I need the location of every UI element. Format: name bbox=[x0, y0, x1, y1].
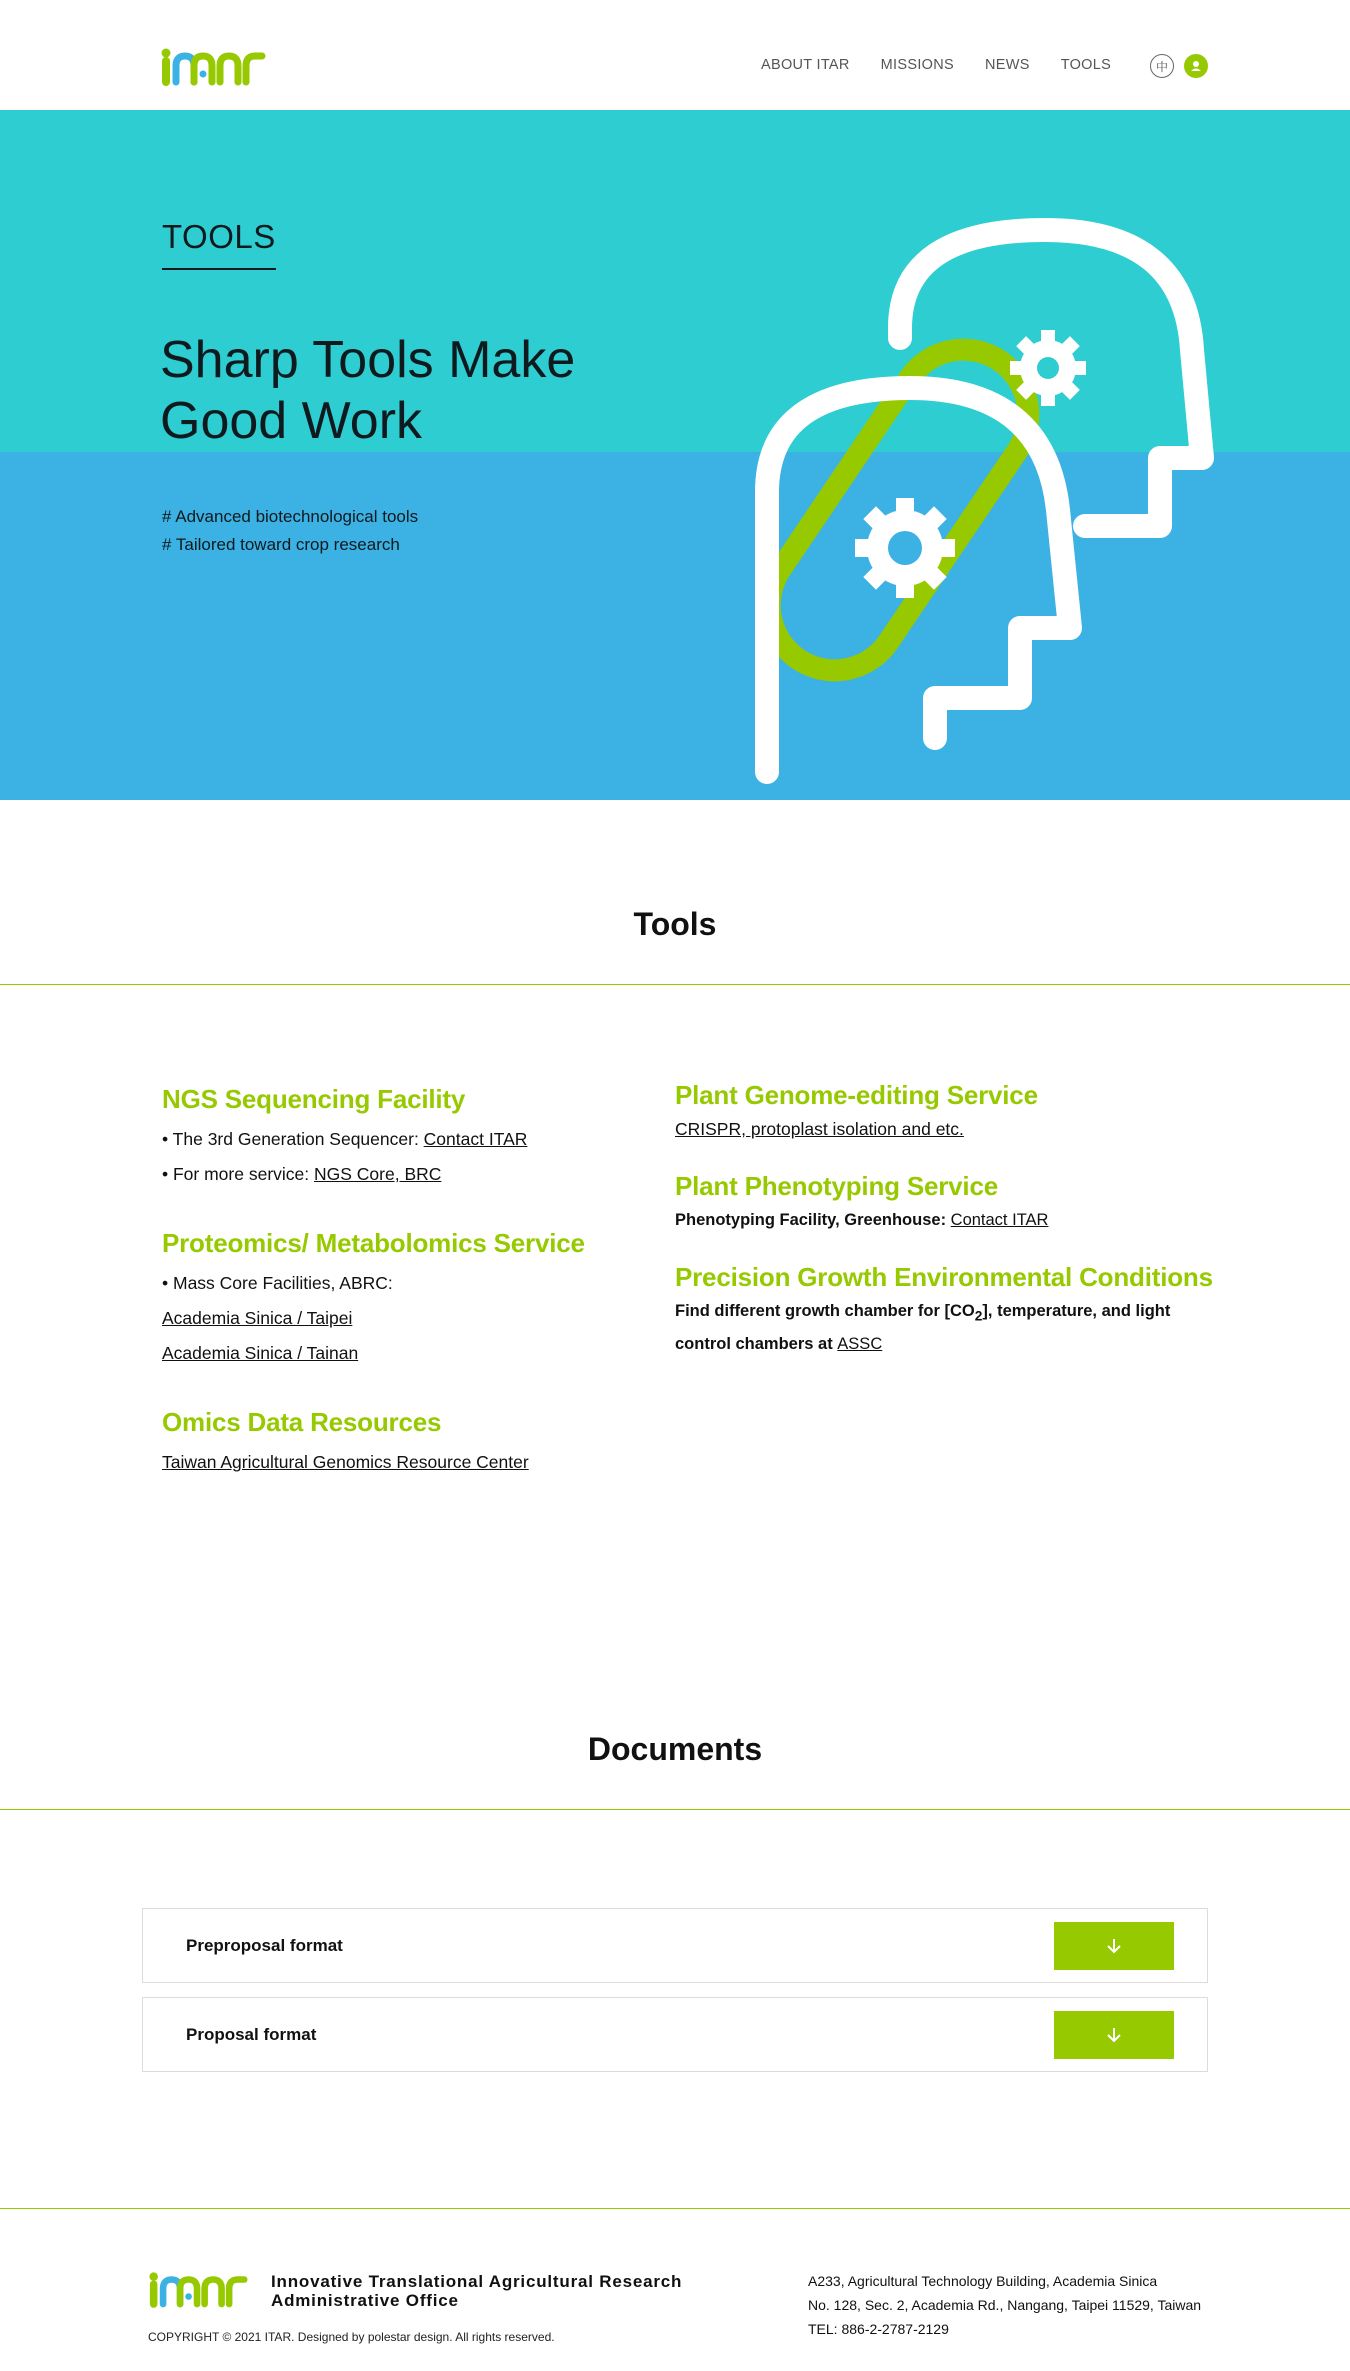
tool-line bbox=[675, 1297, 1215, 1358]
tool-heading: Plant Genome-editing Service bbox=[675, 1080, 1038, 1110]
tool-line-text: ], temperature, and light control chambers at bbox=[675, 1302, 1171, 1354]
hero-tag: # Advanced biotechnological tools bbox=[162, 507, 419, 526]
tools-left-column bbox=[162, 1084, 642, 1516]
footer-copyright: COPYRIGHT © 2021 ITAR. Designed by polestar design. All rights reserved. bbox=[148, 2330, 555, 2344]
tool-heading: Omics Data Resources bbox=[162, 1407, 442, 1437]
itar-logo[interactable] bbox=[160, 44, 266, 86]
footer-phone: TEL: 886-2-2787-2129 bbox=[808, 2321, 949, 2337]
itar-footer-logo[interactable] bbox=[148, 2268, 248, 2308]
tool-line bbox=[675, 1115, 1215, 1143]
tool-heading: Proteomics/ Metabolomics Service bbox=[162, 1228, 585, 1258]
tool-heading: Plant Phenotyping Service bbox=[675, 1171, 998, 1201]
site-header bbox=[0, 0, 1350, 110]
footer-org-line: Administrative Office bbox=[271, 2291, 459, 2310]
academia-sinica-tainan-link[interactable]: Academia Sinica / Tainan bbox=[162, 1343, 359, 1363]
gear-icon bbox=[1010, 330, 1086, 406]
nav-about-itar[interactable]: ABOUT ITAR bbox=[761, 57, 850, 73]
download-button[interactable] bbox=[1054, 2011, 1174, 2059]
tool-line: • Mass Core Facilities, ABRC: bbox=[162, 1273, 393, 1293]
tool-omics-data bbox=[162, 1407, 642, 1476]
document-label: Preproposal format bbox=[186, 1936, 343, 1955]
person-icon bbox=[1184, 54, 1208, 78]
footer-divider bbox=[0, 2208, 1350, 2209]
co2-subscript: 2 bbox=[974, 1308, 983, 1324]
tool-line bbox=[162, 1339, 642, 1367]
footer-address-line: A233, Agricultural Technology Building, Academia Sinica bbox=[808, 2273, 1158, 2289]
hero-section-label: TOOLS bbox=[162, 218, 276, 270]
tool-line bbox=[675, 1206, 1215, 1234]
tool-line-text: • For more service: bbox=[162, 1164, 314, 1184]
tools-section-title: Tools bbox=[633, 906, 717, 942]
documents-section-title: Documents bbox=[587, 1731, 763, 1767]
tool-line-text: • The 3rd Generation Sequencer: bbox=[162, 1129, 424, 1149]
tools-right-column bbox=[675, 1080, 1215, 1386]
language-label: 中 bbox=[1155, 59, 1168, 74]
hero-title-line2: Good Work bbox=[160, 392, 423, 450]
nav-news[interactable]: NEWS bbox=[984, 57, 1030, 73]
main-nav bbox=[761, 57, 1111, 73]
footer-address bbox=[808, 2269, 1201, 2341]
user-account-icon[interactable] bbox=[1184, 54, 1208, 78]
tool-phenotyping bbox=[675, 1171, 1215, 1234]
tool-growth-conditions bbox=[675, 1262, 1215, 1358]
tool-line-text: Find different growth chamber for [CO bbox=[675, 1302, 975, 1320]
nav-missions[interactable]: MISSIONS bbox=[880, 57, 954, 73]
tool-line bbox=[162, 1125, 642, 1153]
download-arrow-icon bbox=[1104, 2025, 1124, 2045]
download-arrow-icon bbox=[1104, 1936, 1124, 1956]
crispr-link[interactable]: CRISPR, protoplast isolation and etc. bbox=[675, 1119, 964, 1139]
document-label: Proposal format bbox=[186, 2025, 317, 2044]
academia-sinica-taipei-link[interactable]: Academia Sinica / Taipei bbox=[162, 1308, 353, 1328]
tool-proteomics bbox=[162, 1228, 642, 1367]
contact-itar-link[interactable]: Contact ITAR bbox=[423, 1129, 528, 1149]
footer-org-line: Innovative Translational Agricultural Research bbox=[271, 2272, 683, 2291]
tool-line bbox=[162, 1304, 642, 1332]
tool-heading: NGS Sequencing Facility bbox=[162, 1084, 466, 1114]
heads-with-gears-illustration bbox=[740, 210, 1220, 790]
documents-divider bbox=[0, 1809, 1350, 1810]
ngs-core-brc-link[interactable]: NGS Core, BRC bbox=[314, 1164, 442, 1184]
tool-line bbox=[162, 1448, 642, 1476]
hero-banner bbox=[0, 110, 1350, 800]
tools-divider bbox=[0, 984, 1350, 985]
tool-genome-editing bbox=[675, 1080, 1215, 1143]
hero-tag: # Tailored toward crop research bbox=[162, 535, 400, 554]
hero-title-line1: Sharp Tools Make bbox=[160, 331, 576, 389]
tool-line-text: Phenotyping Facility, Greenhouse: bbox=[675, 1211, 951, 1229]
tool-ngs-sequencing bbox=[162, 1084, 642, 1188]
hero-tags bbox=[162, 503, 418, 559]
tagrc-link[interactable]: Taiwan Agricultural Genomics Resource Center bbox=[162, 1452, 529, 1472]
footer-address-line: No. 128, Sec. 2, Academia Rd., Nangang, Taipei 11529, Taiwan bbox=[808, 2297, 1202, 2313]
contact-itar-link[interactable]: Contact ITAR bbox=[950, 1211, 1049, 1229]
footer-organization-name bbox=[271, 2272, 682, 2310]
document-row-proposal bbox=[142, 1997, 1208, 2072]
gear-icon bbox=[855, 498, 955, 598]
tool-heading: Precision Growth Environmental Conditions bbox=[675, 1262, 1213, 1292]
hero-title bbox=[160, 330, 680, 452]
download-button[interactable] bbox=[1054, 1922, 1174, 1970]
document-row-preproposal bbox=[142, 1908, 1208, 1983]
language-toggle-icon[interactable] bbox=[1150, 54, 1174, 78]
tool-line bbox=[162, 1160, 642, 1188]
assc-link[interactable]: ASSC bbox=[837, 1335, 883, 1354]
nav-tools[interactable]: TOOLS bbox=[1060, 57, 1112, 73]
